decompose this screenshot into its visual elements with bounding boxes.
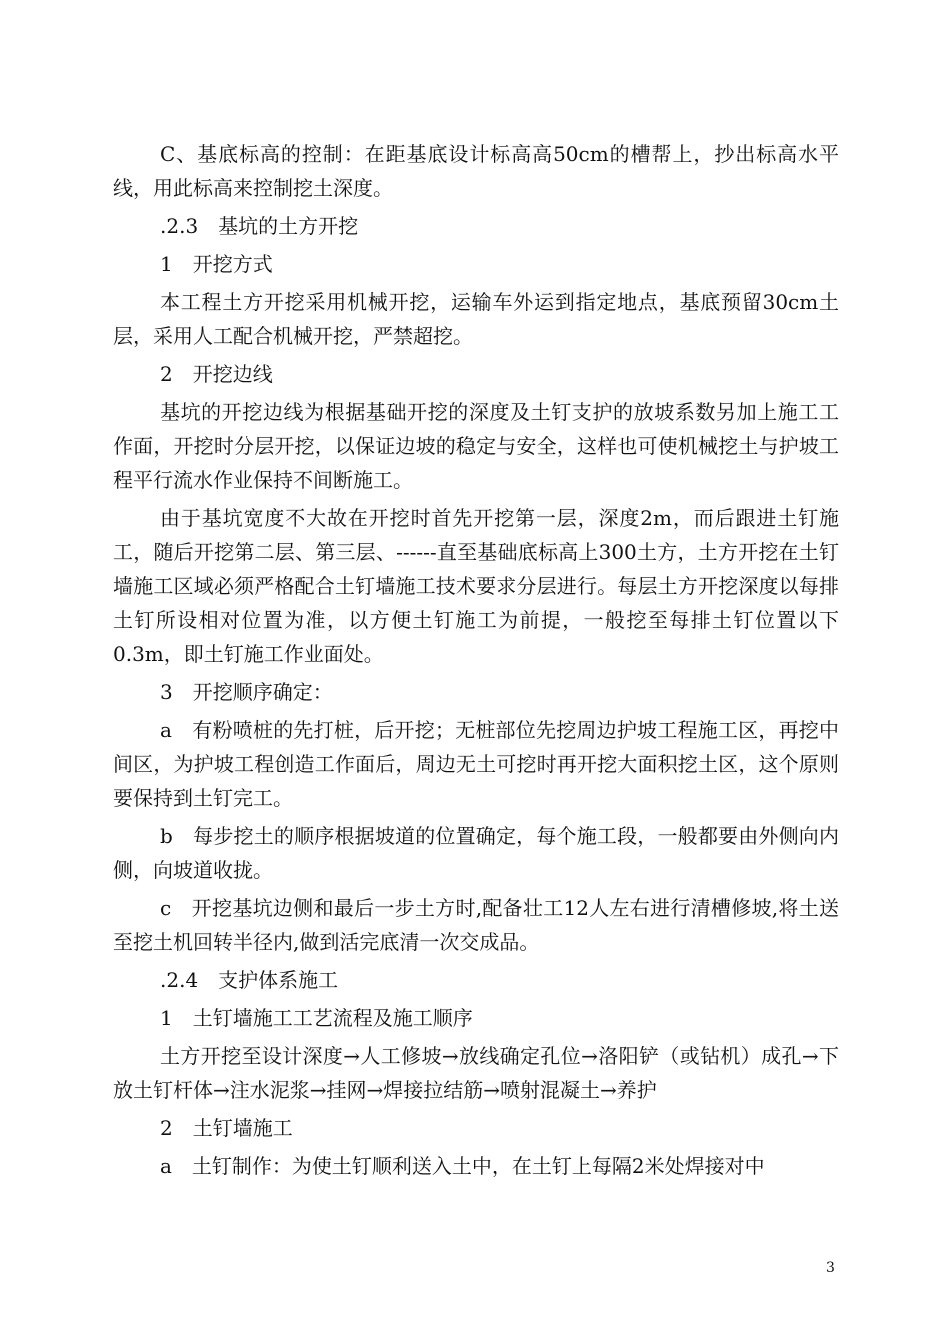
section-heading-2-4: .2.4 支护体系施工: [160, 968, 339, 992]
subheading-soil-nail-process: 1 土钉墙施工工艺流程及施工顺序: [160, 1006, 473, 1030]
paragraph-base-elevation-control: C、基底标高的控制：在距基底设计标高高50cm的槽帮上，抄出标高水平线，用此标高来控制挖土深度。: [113, 142, 839, 200]
subheading-excavation-sequence: 3 开挖顺序确定：: [160, 680, 333, 704]
paragraph-excavation-boundary: 基坑的开挖边线为根据基础开挖的深度及土钉支护的放坡系数另加上施工工作面，开挖时分层开挖，以保证边坡的稳定与安全，这样也可使机械挖土与护坡工程平行流水作业保持不间断施工。: [113, 400, 839, 492]
document-body: [113, 137, 839, 1187]
paragraph-excavation-method: 本工程土方开挖采用机械开挖，运输车外运到指定地点，基底预留30cm土层，采用人工配合机械开挖，严禁超挖。: [113, 290, 839, 348]
list-item-nail-fabrication: a 土钉制作：为使土钉顺利送入土中，在土钉上每隔2米处焊接对中: [160, 1154, 765, 1178]
subheading-excavation-method: 1 开挖方式: [160, 252, 273, 276]
list-item-a: a 有粉喷桩的先打桩，后开挖；无桩部位先挖周边护坡工程施工区，再挖中间区，为护坡工程创造工作面后，周边无土可挖时再开挖大面积挖土区，这个原则要保持到土钉完工。: [113, 718, 839, 810]
page-number: 3: [826, 1260, 835, 1276]
subheading-excavation-boundary: 2 开挖边线: [160, 362, 273, 386]
paragraph-layered-excavation: 由于基坑宽度不大故在开挖时首先开挖第一层，深度2m，而后跟进土钉施工，随后开挖第二层、第三层、------直至基础底标高上300土方，土方开挖在土钉墙施工区域必须严格配合土钉墙施工技术要求分层进行。每层土方开挖深度以每排土钉所设相对位置为准，以方便土钉施工为前提，一般挖至每排土钉位置以下0.3m，即土钉施工作业面处。: [113, 506, 839, 666]
list-item-b: b 每步挖土的顺序根据坡道的位置确定，每个施工段，一般都要由外侧向内侧，向坡道收拢。: [113, 824, 839, 882]
section-heading-2-3: .2.3 基坑的土方开挖: [160, 214, 359, 238]
paragraph-process-flow: 土方开挖至设计深度→人工修坡→放线确定孔位→洛阳铲（或钻机）成孔→下放土钉杆体→注水泥浆→挂网→焊接拉结筋→喷射混凝土→养护: [113, 1044, 839, 1102]
list-item-c: c 开挖基坑边侧和最后一步土方时,配备壮工12人左右进行清槽修坡,将土送至挖土机回转半径内,做到活完底清一次交成品。: [113, 896, 839, 954]
subheading-soil-nail-wall: 2 土钉墙施工: [160, 1116, 293, 1140]
